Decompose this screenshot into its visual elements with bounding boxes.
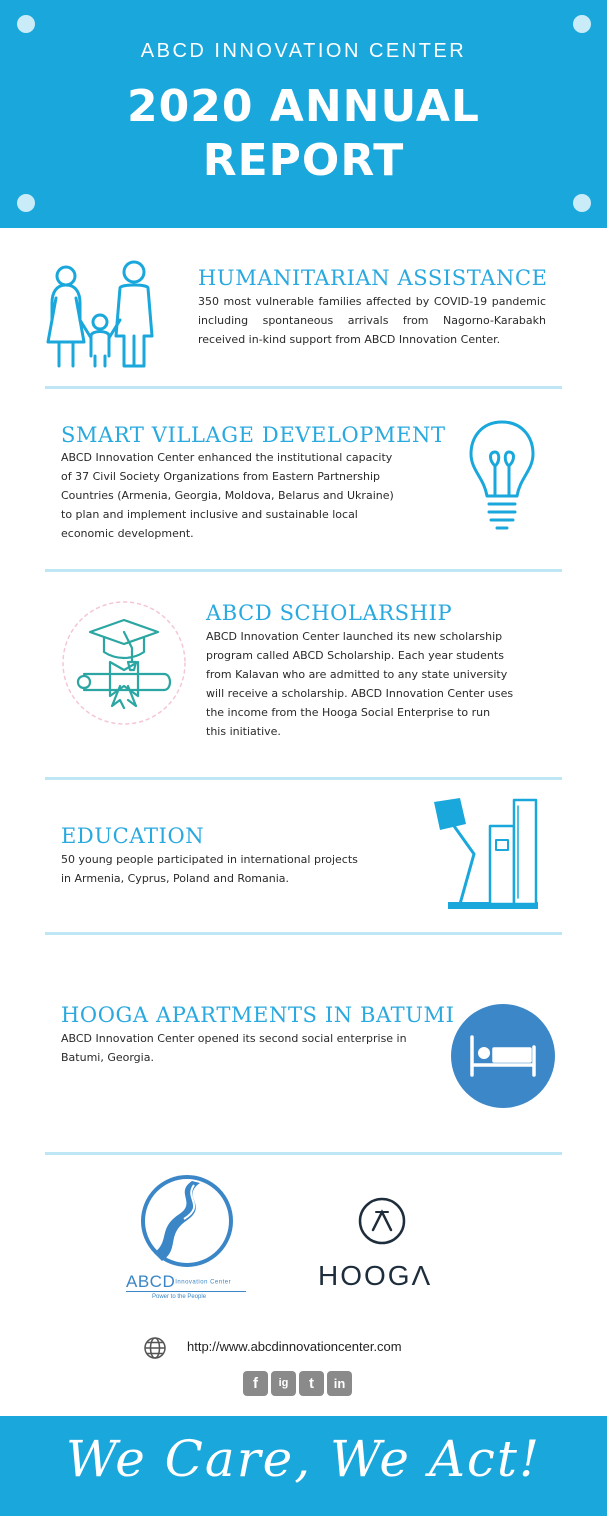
desk-lamp-books-icon (430, 796, 540, 914)
body-line: Batumi, Georgia. (61, 1051, 154, 1064)
body-line: ABCD Innovation Center launched its new scholarship (206, 630, 503, 643)
section-body-humanitarian: 350 most vulnerable families affected by COVID-19 pandemic including spontaneous arrivals from Nagorno-Karabakh received in-kind support from ABCD Innovation Center. (198, 295, 546, 346)
light-bulb-icon (467, 418, 537, 536)
section-divider (45, 932, 562, 935)
body-line: Countries (Armenia, Georgia, Moldova, Belarus and Ukraine) (61, 489, 394, 502)
family-icon (44, 258, 159, 370)
abcd-logo-tagline: Power to the People (152, 1294, 207, 1300)
footer-slogan: We Care, We Act! (65, 1430, 542, 1488)
section-divider (45, 1152, 562, 1155)
abcd-logo-suffix: Innovation Center (175, 1279, 232, 1286)
website-link[interactable]: http://www.abcdinnovationcenter.com (187, 1339, 402, 1354)
facebook-icon[interactable]: f (243, 1371, 268, 1396)
body-line: to plan and implement inclusive and sustainable local (61, 508, 358, 521)
section-title-hooga: HOOGA APARTMENTS IN BATUMI (61, 1003, 455, 1027)
section-divider (45, 386, 562, 389)
hooga-logo-icon (357, 1196, 407, 1246)
globe-icon (143, 1336, 167, 1360)
body-line: ABCD Innovation Center opened its second social enterprise in (61, 1032, 407, 1045)
footer-banner (0, 1416, 607, 1516)
body-line: economic development. (61, 527, 194, 540)
hooga-logo-wordmark: HOOGΛ (318, 1260, 433, 1291)
abcd-logo-wordmark (126, 1272, 231, 1292)
page-title (0, 80, 607, 188)
abcd-logo-name: ABCD (126, 1272, 176, 1291)
section-divider (45, 777, 562, 780)
section-title-smart-village: SMART VILLAGE DEVELOPMENT (61, 423, 446, 447)
graduation-cap-icon (60, 600, 190, 726)
title-line-2: REPORT (202, 135, 405, 186)
body-line: this initiative. (206, 725, 281, 738)
body-line: ABCD Innovation Center enhanced the institutional capacity (61, 451, 393, 464)
corner-dot (573, 194, 591, 212)
body-line: program called ABCD Scholarship. Each year students (206, 649, 504, 662)
body-line: of 37 Civil Society Organizations from Eastern Partnership (61, 470, 381, 483)
body-line: the income from the Hooga Social Enterprise to run (206, 706, 491, 719)
header-subtitle: ABCD INNOVATION CENTER (140, 40, 467, 62)
bed-icon (450, 1003, 556, 1109)
section-title-humanitarian: HUMANITARIAN ASSISTANCE (198, 266, 548, 290)
abcd-logo-underline (126, 1291, 246, 1292)
section-body-hooga (61, 1029, 451, 1067)
title-line-1: 2020 ANNUAL (127, 81, 480, 132)
header-banner (0, 0, 607, 228)
abcd-logo-icon (140, 1175, 234, 1267)
section-body-education (61, 850, 421, 888)
corner-dot (17, 194, 35, 212)
twitter-icon[interactable]: t (299, 1371, 324, 1396)
section-title-education: EDUCATION (61, 824, 205, 848)
body-line: will receive a scholarship. ABCD Innovation Center uses (206, 687, 514, 700)
section-title-scholarship: ABCD SCHOLARSHIP (206, 601, 453, 625)
corner-dot (17, 15, 35, 33)
section-body-smart-village (61, 448, 451, 543)
section-body-scholarship (206, 627, 551, 741)
section-divider (45, 569, 562, 572)
body-line: in Armenia, Cyprus, Poland and Romania. (61, 872, 290, 885)
linkedin-icon[interactable]: in (327, 1371, 352, 1396)
corner-dot (573, 15, 591, 33)
instagram-icon[interactable]: ig (271, 1371, 296, 1396)
body-line: from Kalavan who are admitted to any state university (206, 668, 508, 681)
body-line: 50 young people participated in international projects (61, 853, 358, 866)
